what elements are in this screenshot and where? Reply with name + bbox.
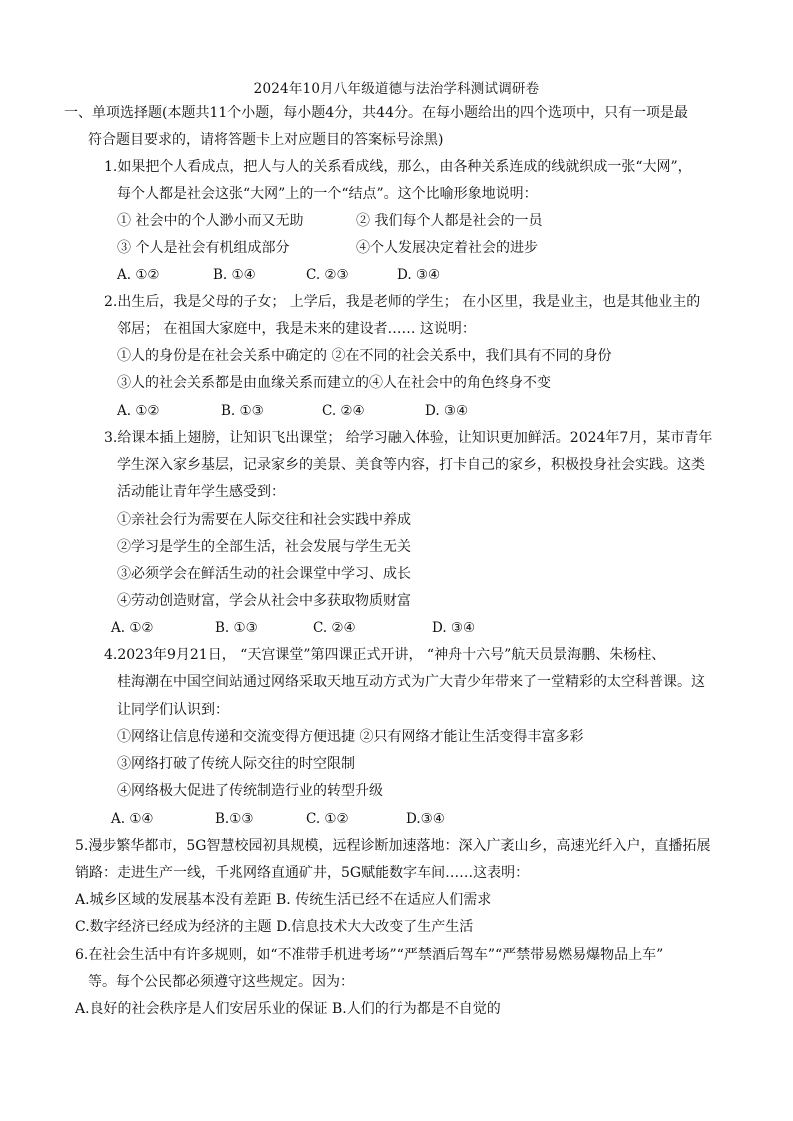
q3-stem-cont: 学生深入家乡基层，记录家乡的美景、美食等内容，打卡自己的家乡，积极投身社会实践。这类: [117, 457, 705, 473]
q3-option-b[interactable]: B. ①③: [215, 620, 258, 636]
q2-stem-cont: 邻居； 在祖国大家庭中，我是未来的建设者…… 这说明：: [117, 321, 476, 337]
q4-stem-cont: 桂海潮在中国空间站通过网络采取天地互动方式为广大青少年带来了一堂精彩的太空科普课。这: [117, 674, 705, 690]
q1-option-a[interactable]: A. ①②: [117, 267, 160, 283]
q4-stem-cont2: 让同学们认识到：: [117, 702, 229, 718]
q4-statement-3: ③网络打破了传统人际交往的时空限制: [117, 756, 355, 772]
q1-statement-4: ④个人发展决定着社会的进步: [356, 240, 538, 256]
q4-option-a[interactable]: A. ①④: [111, 811, 154, 827]
q5-stem: 5.漫步繁华都市，5G智慧校园初具规模，远程诊断加速落地：深入广袤山乡，高速光纤入户，直播拓展: [75, 838, 711, 854]
q1-statement-2: ② 我们每个人都是社会的一员: [356, 213, 543, 229]
q1-option-d[interactable]: D. ③④: [397, 267, 441, 283]
q4-statement-4: ④网络极大促进了传统制造行业的转型升级: [117, 783, 383, 799]
q3-option-d[interactable]: D. ③④: [432, 620, 476, 636]
q5-options-cd[interactable]: C.数字经济已经成为经济的主题 D.信息技术大大改变了生产生活: [75, 919, 474, 935]
q4-option-b[interactable]: B.①③: [215, 811, 254, 827]
q5-stem-cont: 销路：走进生产一线，千兆网络直通矿井，5G赋能数字车间……这表明：: [75, 865, 530, 881]
q5-options-ab[interactable]: A.城乡区域的发展基本没有差距 B. 传统生活已经不在适应人们需求: [75, 892, 492, 908]
q2-option-d[interactable]: D. ③④: [425, 403, 469, 419]
q6-stem: 6.在社会生活中有许多规则，如“不准带手机进考场”“严禁酒后驾车”“严禁带易燃易爆物品上车”: [75, 947, 664, 963]
q3-statement-2: ②学习是学生的全部生活，社会发展与学生无关: [117, 539, 411, 555]
q3-option-a[interactable]: A. ①②: [111, 620, 154, 636]
q2-stem: 2.出生后，我是父母的子女； 上学后，我是老师的学生； 在小区里，我是业主，也是其他业主的: [104, 294, 701, 310]
q2-statements-12: ①人的身份是在社会关系中确定的 ②在不同的社会关系中，我们具有不同的身份: [117, 348, 612, 364]
q4-stem: 4.2023年9月21日， “天宫课堂”第四课正式开讲， “神舟十六号”航天员景海鹏、朱杨柱、: [104, 647, 666, 663]
q1-statement-3: ③ 个人是社会有机组成部分: [117, 240, 290, 256]
q4-statements-12: ①网络让信息传递和交流变得方便迅捷 ②只有网络才能让生活变得丰富多彩: [117, 729, 584, 745]
q2-option-c[interactable]: C. ②④: [322, 403, 365, 419]
q3-stem: 3.给课本插上翅膀，让知识飞出课堂； 给学习融入体验，让知识更加鲜活。2024年7月，某市青年: [104, 430, 713, 446]
q2-option-a[interactable]: A. ①②: [117, 403, 160, 419]
q1-stem: 1.如果把个人看成点，把人与人的关系看成线，那么，由各种关系连成的线就织成一张“大网”，: [104, 159, 692, 175]
q3-statement-1: ①亲社会行为需要在人际交往和社会实践中养成: [117, 512, 411, 528]
page-title: 2024年10月八年级道德与法治学科测试调研卷: [253, 81, 540, 97]
q6-options-ab[interactable]: A.良好的社会秩序是人们安居乐业的保证 B.人们的行为都是不自觉的: [75, 1001, 501, 1017]
q1-option-b[interactable]: B. ①④: [213, 267, 256, 283]
q2-option-b[interactable]: B. ①③: [221, 403, 264, 419]
q3-stem-cont2: 活动能让青年学生感受到：: [117, 484, 285, 500]
q4-option-d[interactable]: D.③④: [406, 811, 445, 827]
q3-statement-4: ④劳动创造财富，学会从社会中多获取物质财富: [117, 593, 411, 609]
q3-statement-3: ③必须学会在鲜活生动的社会课堂中学习、成长: [117, 566, 411, 582]
q1-statement-1: ① 社会中的个人渺小而又无助: [117, 213, 304, 229]
q6-stem-cont: 等。每个公民都必须遵守这些规定。因为：: [88, 974, 354, 990]
q1-stem-cont: 每个人都是社会这张“大网”上的一个“结点”。这个比喻形象地说明：: [117, 186, 538, 202]
q1-option-c[interactable]: C. ②③: [306, 267, 349, 283]
q4-option-c[interactable]: C. ①②: [306, 811, 349, 827]
section-heading-cont: 符合题目要求的，请将答题卡上对应题目的答案标号涂黑): [88, 132, 444, 148]
section-heading: 一、单项选择题(本题共11个小题，每小题4分，共44分。在每小题给出的四个选项中，只有一项是最: [64, 105, 688, 121]
q2-statements-34: ③人的社会关系都是由血缘关系而建立的④人在社会中的角色终身不变: [117, 375, 551, 391]
q3-option-c[interactable]: C. ②④: [313, 620, 356, 636]
